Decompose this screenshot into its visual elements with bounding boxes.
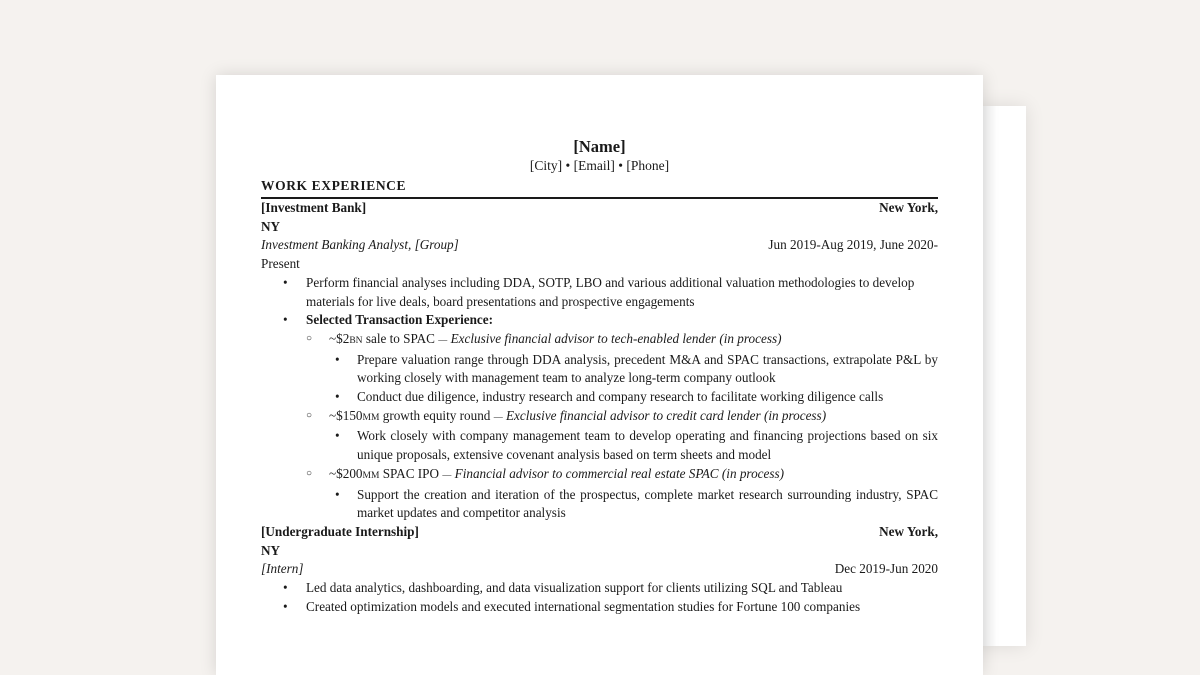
list-item bbox=[261, 274, 938, 311]
transaction-dash: — bbox=[442, 469, 452, 480]
detail-text: Work closely with company management team to develop operating and financing projections based on six unique proposals, extensive covenant analysis based on term sheets and model bbox=[357, 428, 938, 463]
job-location-wrap: NY bbox=[261, 542, 281, 558]
transaction-details bbox=[329, 486, 938, 523]
bullet-text: Created optimization models and executed international segmentation studies for Fortune 100 companies bbox=[306, 598, 861, 614]
list-item bbox=[261, 579, 938, 598]
list-item bbox=[261, 486, 938, 523]
job-entry bbox=[261, 199, 938, 523]
resume-name: [Name] bbox=[573, 137, 626, 156]
job-bullets bbox=[261, 274, 938, 523]
transaction-deal: growth equity round bbox=[379, 407, 494, 423]
job-bullets bbox=[261, 579, 938, 616]
job-location: New York, bbox=[879, 200, 938, 215]
job-entry bbox=[261, 523, 938, 617]
transaction-item bbox=[261, 407, 938, 465]
list-item bbox=[261, 598, 938, 617]
list-item bbox=[261, 311, 938, 523]
detail-text: Conduct due diligence, industry research and company research to facilitate working diligence calls bbox=[357, 389, 884, 405]
job-location: New York, bbox=[879, 523, 938, 539]
transaction-details bbox=[329, 351, 938, 407]
list-item bbox=[261, 427, 938, 464]
job-dates: Dec 2019-Jun 2020 bbox=[834, 561, 938, 577]
list-item bbox=[261, 388, 938, 407]
bullet-text: Selected Transaction Experience: bbox=[306, 312, 494, 328]
transaction-unit: MM bbox=[362, 412, 380, 423]
job-location-wrap: NY bbox=[261, 218, 281, 234]
transaction-item bbox=[261, 465, 938, 523]
bullet-text: Led data analytics, dashboarding, and data visualization support for clients utilizing SQL and Tableau bbox=[306, 580, 843, 596]
transaction-amount: ~$200 bbox=[329, 465, 363, 481]
transaction-amount: ~$150 bbox=[329, 407, 363, 423]
transaction-deal: sale to SPAC bbox=[362, 330, 439, 346]
job-header bbox=[261, 523, 938, 542]
transaction-dash: — bbox=[493, 411, 503, 422]
list-item bbox=[261, 351, 938, 388]
bullet-text: Perform financial analyses including DDA, SOTP, LBO and various additional valuation methodologies to develop materials for live deals, board presentations and prospective engagements bbox=[306, 274, 915, 309]
job-title: Investment Banking Analyst, [Group] bbox=[261, 237, 459, 253]
transaction-deal: SPAC IPO bbox=[379, 465, 443, 481]
transaction-unit: BN bbox=[349, 335, 363, 346]
job-employer: [Undergraduate Internship] bbox=[261, 523, 419, 539]
job-employer: [Investment Bank] bbox=[261, 200, 367, 215]
transaction-details bbox=[329, 427, 938, 464]
transaction-amount: ~$2 bbox=[329, 330, 350, 346]
transaction-dash: — bbox=[438, 334, 448, 345]
resume-content bbox=[261, 137, 938, 616]
resume-contact: [City] • [Email] • [Phone] bbox=[529, 158, 670, 173]
job-subheader bbox=[261, 236, 938, 255]
job-title: [Intern] bbox=[261, 561, 304, 577]
resume-page bbox=[216, 75, 983, 675]
detail-text: Prepare valuation range through DDA analysis, precedent M&A and SPAC transactions, extrapolate P&L by working closely with management team to analyze long-term company outlook bbox=[357, 351, 938, 386]
job-dates-wrap: Present bbox=[261, 256, 300, 272]
transaction-list bbox=[306, 330, 938, 523]
job-header bbox=[261, 199, 938, 218]
job-subheader bbox=[261, 560, 938, 579]
detail-text: Support the creation and iteration of the prospectus, complete market research surrounding industry, SPAC market updates and competitor analysis bbox=[357, 486, 938, 521]
transaction-item bbox=[261, 330, 938, 407]
transaction-description: Exclusive financial advisor to credit card lender (in process) bbox=[502, 407, 827, 423]
job-dates: Jun 2019-Aug 2019, June 2020- bbox=[768, 237, 938, 253]
section-title-work-experience: WORK EXPERIENCE bbox=[261, 176, 938, 199]
transaction-description: Exclusive financial advisor to tech-enabled lender (in process) bbox=[447, 330, 782, 346]
transaction-description: Financial advisor to commercial real estate SPAC (in process) bbox=[451, 465, 785, 481]
transaction-unit: MM bbox=[362, 470, 380, 481]
